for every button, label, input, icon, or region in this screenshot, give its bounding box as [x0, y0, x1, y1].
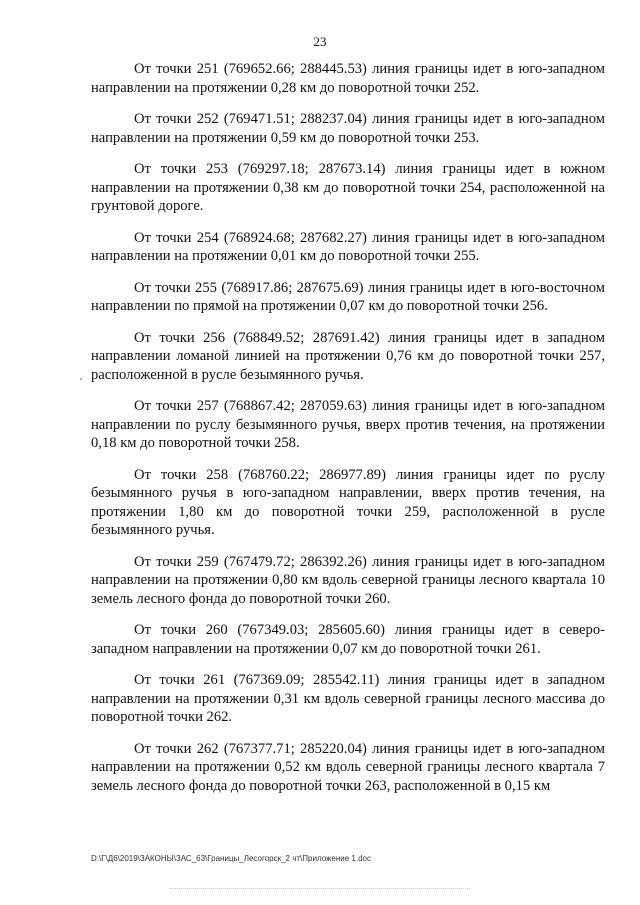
boundary-paragraph-252: От точки 252 (769471.51; 288237.04) линия границы идет в юго-западном направлении на протяжении 0,59 км до поворотной точки 253. — [91, 111, 605, 146]
footer-file-path: D:\Г\Д6\2019\ЗАКОНЫ\ЗАС_63\Границы_Лесогорск_2 чт\Приложение 1.doc — [91, 854, 371, 863]
boundary-paragraph-255: От точки 255 (768917.86; 287675.69) линия границы идет в юго-восточном направлении по прямой на протяжении 0,07 км до поворотной точки 256. — [91, 279, 605, 314]
boundary-paragraph-260: От точки 260 (767349.03; 285605.60) линия границы идет в северо-западном направлении на протяжении 0,07 км до поворотной точки 261. — [91, 622, 605, 657]
boundary-paragraph-257: От точки 257 (768867.42; 287059.63) линия границы идет в юго-западном направлении по руслу безымянного ручья, вверх против течения, на протяжении 0,18 км до поворотной точки 258. — [91, 398, 605, 451]
boundary-paragraph-262: От точки 262 (767377.71; 285220.04) линия границы идет в юго-западном направлении на протяжении 0,52 км вдоль северной границы лесного квартала 7 земель лесного фонда до поворотной точки 263, расположенной в 0,15 км — [91, 740, 605, 794]
faint-bottom-line — [170, 888, 470, 890]
boundary-paragraph-253: От точки 253 (769297.18; 287673.14) линия границы идет в южном направлении на протяжении 0,38 км до поворотной точки 254, расположенной на грунтовой дороге. — [91, 161, 605, 214]
document-body — [91, 60, 605, 808]
boundary-paragraph-256: От точки 256 (768849.52; 287691.42) линия границы идет в западном направлении ломаной линией на протяжении 0,76 км до поворотной точки 257, расположенной в русле безымянного ручья. — [91, 329, 605, 383]
page-number: 23 — [313, 34, 327, 49]
boundary-paragraph-254: От точки 254 (768924.68; 287682.27) линия границы идет в юго-западном направлении на протяжении 0,01 км до поворотной точки 255. — [91, 229, 605, 264]
boundary-paragraph-258: От точки 258 (768760.22; 286977.89) линия границы идет по руслу безымянного ручья в юго-западном направлении, вверх против течения, на протяжении 1,80 км до поворотной точки 259, расположенной в русле безымянного ручья. — [91, 466, 605, 538]
margin-speck — [80, 378, 82, 380]
boundary-paragraph-259: От точки 259 (767479.72; 286392.26) линия границы идет в юго-западном направлении на протяжении 0,80 км вдоль северной границы лесного квартала 10 земель лесного фонда до поворотной точки 260. — [91, 553, 605, 607]
boundary-paragraph-251: От точки 251 (769652.66; 288445.53) линия границы идет в юго-западном направлении на протяжении 0,28 км до поворотной точки 252. — [91, 61, 605, 96]
boundary-paragraph-261: От точки 261 (767369.09; 285542.11) линия границы идет в западном направлении на протяжении 0,31 км вдоль северной границы лесного массива до поворотной точки 262. — [91, 672, 605, 725]
